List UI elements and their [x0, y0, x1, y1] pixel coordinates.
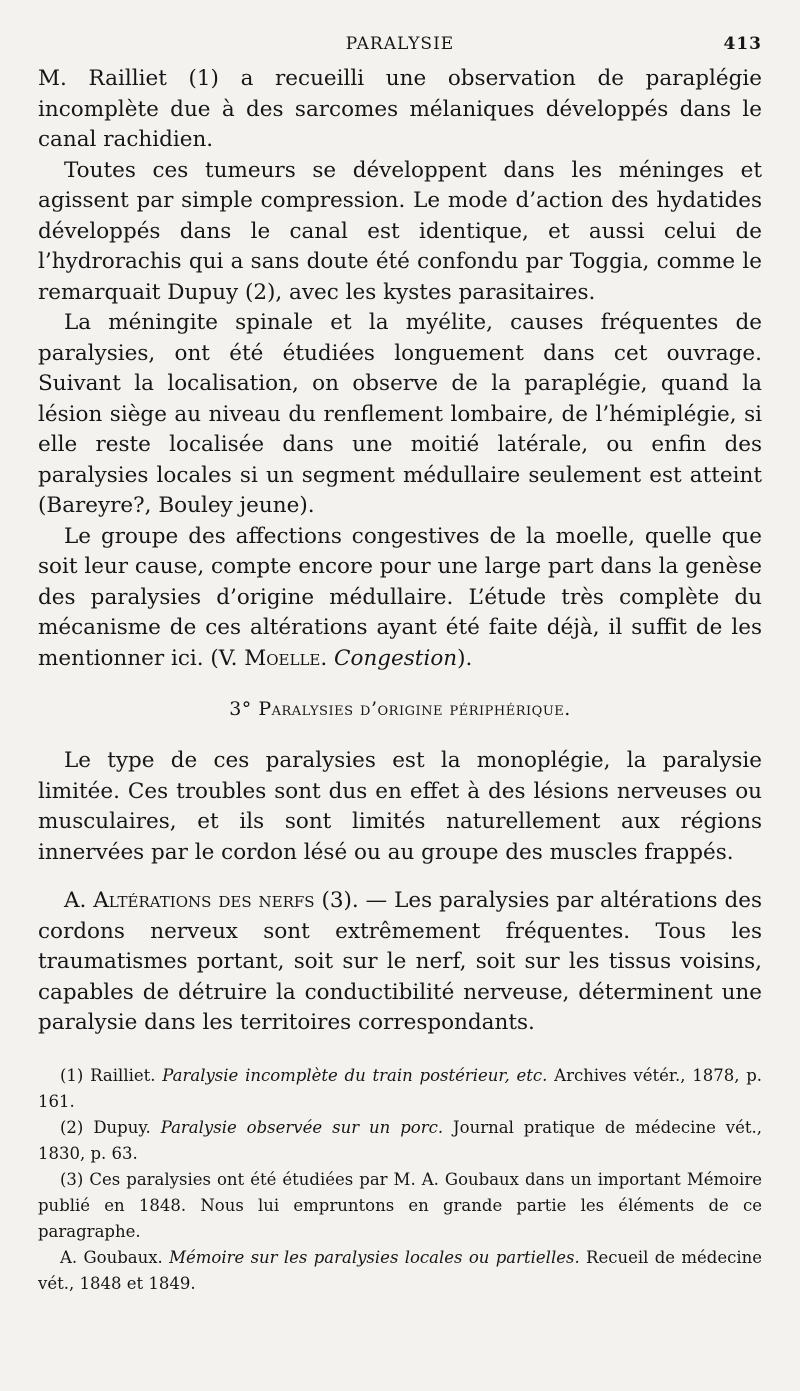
footnote-1-lead: (1) Railliet. — [60, 1065, 163, 1085]
section-title: Paralysies d’origine périphérique. — [258, 698, 571, 720]
paragraph-tumeurs: Toutes ces tumeurs se développent dans les méninges et agissent par simple compression. Le mode d’action des hydatides développés dans le canal est identique, et aussi celui de l’hydrorachis qui a sans doute été confondu par Toggia, comme le remarquait Dupuy (2), avec les kystes parasitaires. — [38, 157, 762, 305]
paragraph-railliet: M. Railliet (1) a recueilli une observation de paraplégie incomplète due à des sarcomes mélaniques développés dans le canal rachidien. — [38, 66, 762, 152]
footnote-3: (3) Ces paralysies ont été étudiées par M. A. Goubaux dans un important Mémoire publié en 1848. Nous lui empruntons en grande partie les éléments de ce paragraphe. — [38, 1169, 762, 1241]
paragraph-affections-congestives — [38, 522, 762, 675]
section-number: 3° — [229, 698, 252, 720]
section-heading — [38, 698, 762, 720]
footnote-4-title: Mémoire sur les paralysies locales ou partielles. — [169, 1247, 580, 1267]
paragraph-text: Le groupe des affections congestives de la moelle, quelle que soit leur cause, compte encore pour une large part dans la genèse des paralysies d’origine médullaire. L’étude très complète du mécanisme de ces altérations ayant été faite déjà, il suffit de les mentionner ici. (V. — [38, 523, 762, 671]
footnote-2-lead: (2) Dupuy. — [60, 1117, 161, 1137]
subsection-label: A. — [64, 888, 94, 913]
footnote-1-title: Paralysie incomplète du train postérieur, etc. — [162, 1065, 548, 1085]
paragraph-meningite: La méningite spinale et la myélite, causes fréquentes de paralysies, ont été étudiées longuement dans cet ouvrage. Suivant la localisation, on observe de la paraplégie, quand la lésion siège au niveau du renflement lombaire, de l’hémiplégie, si elle reste localisée dans une moitié latérale, ou enfin des paralysies locales si un segment médullaire seulement est atteint (Bareyre?, Bouley jeune). — [38, 310, 762, 518]
running-title: PARALYSIE — [345, 34, 455, 54]
page-header — [38, 30, 762, 64]
body-text — [38, 64, 762, 1039]
reference-congestion: Congestion — [334, 645, 458, 671]
footnote-4 — [38, 1245, 762, 1297]
footnote-2-source: Journal pratique de médecine vét., 1830, p. 63. — [38, 1117, 762, 1163]
footnote-1 — [38, 1063, 762, 1115]
paragraph-monoplegie: Le type de ces paralysies est la monoplégie, la paralysie limitée. Ces troubles sont dus en effet à des lésions nerveuses ou musculaires, et ils sont limités naturellement aux régions innervées par le cordon lésé ou au groupe des muscles frappés. — [38, 748, 762, 865]
footnotes — [38, 1063, 762, 1297]
subsection-title: Altérations des nerfs — [93, 888, 315, 913]
subsection-text: Les paralysies par altérations des cordons nerveux sont extrêmement fréquentes. Tous les traumatismes portant, soit sur le nerf, soit sur les tissus voisins, capables de détruire la conductibilité nerveuse, déterminent une paralysie dans les territoires correspondants. — [38, 888, 762, 1035]
footnote-2-title: Paralysie observée sur un porc. — [160, 1117, 444, 1137]
page-number: 413 — [723, 34, 762, 54]
subsection-ref: (3). — — [314, 888, 395, 913]
footnote-2 — [38, 1115, 762, 1167]
paragraph-alterations-nerfs — [38, 886, 762, 1039]
paragraph-end: ). — [457, 645, 473, 671]
footnote-4-source: Recueil de médecine vét., 1848 et 1849. — [38, 1247, 762, 1293]
footnote-4-lead: A. Goubaux. — [60, 1247, 170, 1267]
footnote-1-source: Archives vétér., 1878, p. 161. — [38, 1065, 763, 1111]
reference-moelle: Moelle. — [244, 645, 328, 671]
